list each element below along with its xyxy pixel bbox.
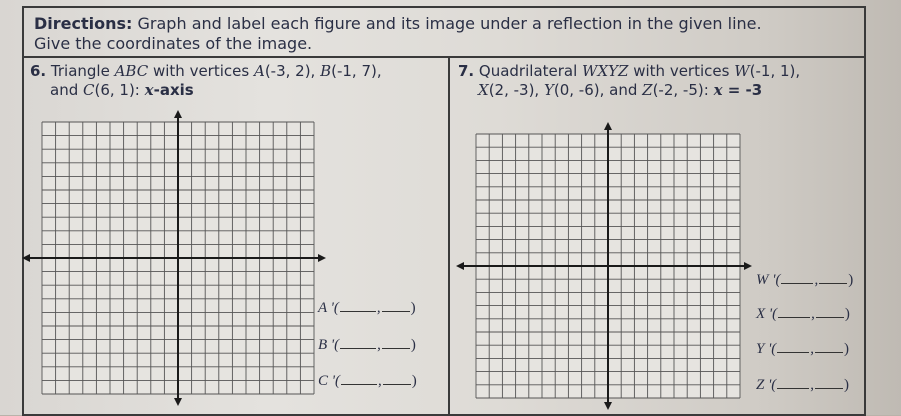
answer-w-prime-close: ) xyxy=(848,272,854,288)
answer-z-prime-comma: , xyxy=(810,377,815,393)
answer-x-prime-label: X '( xyxy=(756,306,778,322)
problem-7-vertex-z: Z xyxy=(642,81,653,99)
answer-b-prime-x-blank[interactable] xyxy=(340,347,376,349)
problem-7-vertex-w: W xyxy=(734,62,750,80)
answer-b-prime-y-blank[interactable] xyxy=(382,347,410,349)
problem-6-line-var: x xyxy=(144,81,154,99)
problem-7-line-rest: = -3 xyxy=(722,81,763,99)
problem-6-with: with vertices xyxy=(148,62,254,80)
answer-w-prime[interactable] xyxy=(756,272,853,289)
problem-7-vertex-y-coords: (0, -6), and xyxy=(553,81,643,99)
answer-c-prime-y-blank[interactable] xyxy=(383,383,411,385)
x-axis-right-arrow-icon xyxy=(744,262,752,270)
answer-x-prime-x-blank[interactable] xyxy=(778,316,810,318)
answer-x-prime-y-blank[interactable] xyxy=(816,316,844,318)
answer-w-prime-label: W '( xyxy=(756,272,781,288)
problem-6-line-rest: -axis xyxy=(153,81,194,99)
answer-c-prime-comma: , xyxy=(377,373,382,389)
answer-y-prime-close: ) xyxy=(844,341,850,357)
answer-y-prime-comma: , xyxy=(810,341,815,357)
answer-y-prime-x-blank[interactable] xyxy=(777,351,809,353)
problem-7-line-1 xyxy=(458,62,800,81)
answer-w-prime-comma: , xyxy=(814,272,819,288)
problem-7-vertex-x-coords: (2, -3), xyxy=(488,81,544,99)
directions-box xyxy=(22,6,866,56)
answer-a-prime-x-blank[interactable] xyxy=(340,310,376,312)
answer-y-prime[interactable] xyxy=(756,341,849,358)
problem-7-vertex-x: X xyxy=(478,81,489,99)
answer-z-prime-y-blank[interactable] xyxy=(815,387,843,389)
answer-x-prime-comma: , xyxy=(811,306,815,322)
answer-a-prime-close: ) xyxy=(410,300,416,316)
problem-7-intro: Quadrilateral xyxy=(474,62,583,80)
answer-y-prime-y-blank[interactable] xyxy=(815,351,843,353)
y-axis-down-arrow-icon xyxy=(604,402,612,410)
directions-text: Graph and label each figure and its image under a reflection in the given line. xyxy=(132,14,762,33)
directions-label: Directions: xyxy=(34,14,133,33)
problem-7-vertex-y: Y xyxy=(543,81,554,99)
x-axis-left-arrow-icon xyxy=(22,254,30,262)
problem-7-figure: WXYZ xyxy=(582,62,629,80)
problem-7-reflection-line xyxy=(714,81,763,99)
answer-w-prime-y-blank[interactable] xyxy=(819,282,847,284)
problem-6-figure: ABC xyxy=(114,62,149,80)
answer-c-prime[interactable] xyxy=(318,373,417,390)
answer-x-prime-close: ) xyxy=(844,306,850,322)
answer-x-prime[interactable] xyxy=(756,306,850,323)
answer-c-prime-close: ) xyxy=(411,373,417,389)
answer-c-prime-label: C '( xyxy=(318,373,340,389)
answer-z-prime-close: ) xyxy=(844,377,850,393)
directions-line-1 xyxy=(34,14,762,33)
answer-b-prime-close: ) xyxy=(410,337,416,353)
problem-7-number: 7. xyxy=(458,62,475,80)
y-axis-up-arrow-icon xyxy=(174,110,182,118)
answer-a-prime-label: A '( xyxy=(318,300,339,316)
answer-y-prime-label: Y '( xyxy=(756,341,777,357)
problem-7-with: with vertices xyxy=(628,62,735,80)
column-divider xyxy=(448,56,450,414)
answer-z-prime[interactable] xyxy=(756,377,849,394)
problem-6-vertex-a: A xyxy=(253,62,265,80)
answer-b-prime-comma: , xyxy=(377,337,381,353)
problem-7-line-2 xyxy=(478,81,762,100)
problem-6-and: and xyxy=(50,81,83,99)
problem-6-vertex-b: B xyxy=(320,62,332,80)
problem-6-vertex-b-coords: (-1, 7), xyxy=(331,62,382,80)
coordinate-grid-6[interactable] xyxy=(22,110,318,400)
answer-a-prime-y-blank[interactable] xyxy=(382,310,410,312)
problem-6-intro: Triangle xyxy=(46,62,115,80)
answer-z-prime-label: Z '( xyxy=(756,377,777,393)
x-axis-left-arrow-icon xyxy=(456,262,464,270)
answer-w-prime-x-blank[interactable] xyxy=(781,282,813,284)
coordinate-grid-7[interactable] xyxy=(458,122,754,410)
problem-7-vertex-z-coords: (-2, -5): xyxy=(652,81,714,99)
problem-6-vertex-a-coords: (-3, 2), xyxy=(264,62,321,80)
answer-a-prime-comma: , xyxy=(376,300,381,316)
problem-6-number: 6. xyxy=(30,62,47,80)
answer-c-prime-x-blank[interactable] xyxy=(341,383,377,385)
problem-6-vertex-c-coords: (6, 1): xyxy=(94,81,145,99)
y-axis-up-arrow-icon xyxy=(604,122,612,130)
problem-6-reflection-line xyxy=(145,81,194,99)
answer-z-prime-x-blank[interactable] xyxy=(777,387,809,389)
problem-6-line-1 xyxy=(30,62,382,81)
problem-6-line-2 xyxy=(50,81,194,100)
answer-b-prime[interactable] xyxy=(318,337,416,354)
answer-a-prime[interactable] xyxy=(318,300,416,317)
problem-7-line-var: x xyxy=(713,81,723,99)
answer-b-prime-label: B '( xyxy=(318,337,340,353)
directions-line-2: Give the coordinates of the image. xyxy=(34,34,313,53)
problem-7-vertex-w-coords: (-1, 1), xyxy=(749,62,801,80)
problem-6-vertex-c: C xyxy=(83,81,95,99)
